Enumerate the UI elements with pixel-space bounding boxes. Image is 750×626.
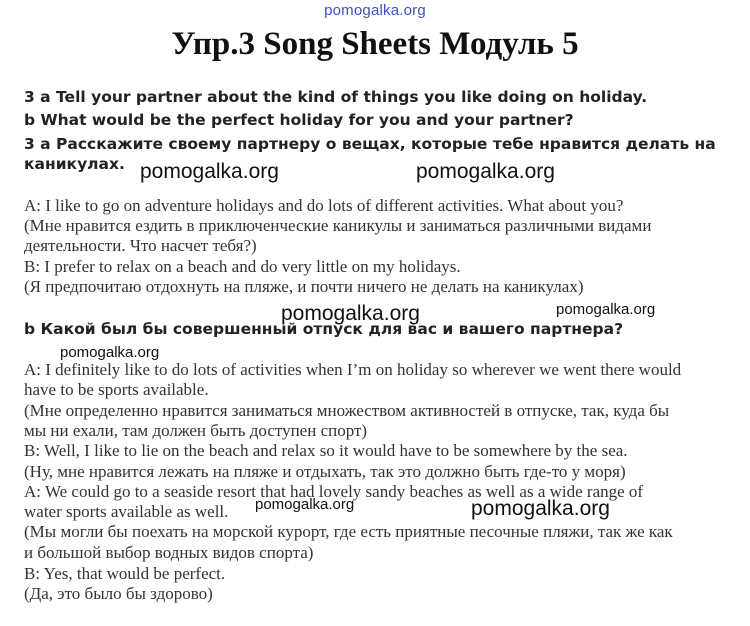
task-line-2: b What would be the perfect holiday for you and your partner?	[24, 111, 574, 129]
section-b-heading: b Какой был бы совершенный отпуск для вас и вашего партнера?	[24, 320, 624, 338]
watermark: pomogalka.org	[60, 344, 160, 361]
dialog2-line: water sports available as well.	[24, 502, 229, 521]
watermark: pomogalka.org	[471, 497, 610, 520]
watermark: pomogalka.org	[556, 301, 656, 318]
task-ru-line-2: каникулах.	[24, 155, 125, 173]
dialog2-line: (Ну, мне нравится лежать на пляже и отдыхать, так это должно быть где-то у моря)	[24, 462, 626, 481]
dialog2-line: A: We could go to a seaside resort that had lovely sandy beaches as well as a wide range of	[24, 482, 644, 501]
watermark: pomogalka.org	[281, 302, 420, 325]
watermark-top: pomogalka.org	[324, 2, 426, 19]
watermark: pomogalka.org	[255, 496, 355, 513]
task-ru-line-1: 3 а Расскажите своему партнеру о вещах, которые тебе нравится делать на	[24, 135, 716, 153]
dialog1-line: (Я предпочитаю отдохнуть на пляже, и почти ничего не делать на каникулах)	[24, 277, 584, 296]
dialog2-line: A: I definitely like to do lots of activities when I’m on holiday so wherever we went there would	[24, 360, 682, 379]
dialog2-line: have to be sports available.	[24, 380, 209, 399]
dialog2-line: B: Yes, that would be perfect.	[24, 564, 226, 583]
dialog2-line: мы ни ехали, там должен быть доступен спорт)	[24, 421, 368, 440]
watermark: pomogalka.org	[416, 160, 555, 183]
task-line-1: 3 a Tell your partner about the kind of things you like doing on holiday.	[24, 88, 648, 106]
dialog2-line: и большой выбор водных видов спорта)	[24, 543, 314, 562]
dialog2-line: (Мы могли бы поехать на морской курорт, где есть приятные песочные пляжи, так же как	[24, 522, 673, 541]
dialog1-line: A: I like to go on adventure holidays and do lots of different activities. What about you?	[24, 196, 624, 215]
dialog1-line: деятельности. Что насчет тебя?)	[24, 236, 257, 255]
dialog2-line: (Да, это было бы здорово)	[24, 584, 213, 603]
page-title: Упр.3 Song Sheets Модуль 5	[171, 26, 579, 62]
dialog1-line: B: I prefer to relax on a beach and do very little on my holidays.	[24, 257, 461, 276]
dialog2-line: B: Well, I like to lie on the beach and relax so it would have to be somewhere by the sea.	[24, 441, 628, 460]
dialog1-line: (Мне нравится ездить в приключенческие каникулы и заниматься различными видами	[24, 216, 652, 235]
watermark: pomogalka.org	[140, 160, 279, 183]
dialog2-line: (Мне определенно нравится заниматься множеством активностей в отпуске, так, куда бы	[24, 401, 670, 420]
